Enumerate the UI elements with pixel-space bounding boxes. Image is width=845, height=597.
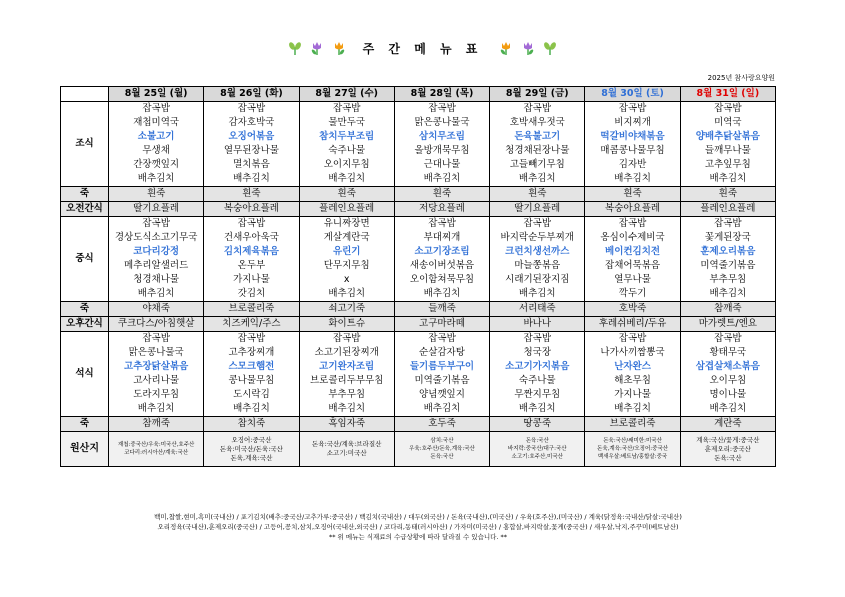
porridge-cell: 참깨죽 — [109, 417, 204, 432]
menu-item: 잡곡밥 — [428, 218, 456, 229]
menu-item: x — [343, 274, 350, 285]
menu-item: 호박새우젓국 — [509, 117, 565, 128]
menu-item: 잡곡밥 — [237, 218, 266, 229]
dinner-cell — [299, 332, 394, 417]
porridge-cell: 흰죽 — [490, 187, 585, 202]
menu-item: 콩나물무침 — [228, 375, 275, 386]
main-dish: 베이컨김치전 — [605, 246, 661, 257]
menu-item: 오이무침 — [709, 375, 747, 386]
afternoon-snack-row — [61, 317, 776, 332]
menu-body — [61, 102, 776, 467]
porridge-row — [61, 187, 776, 202]
menu-item: 잡곡밥 — [142, 103, 170, 114]
lunch-cell — [490, 217, 585, 302]
menu-item: 부대찌개 — [423, 232, 461, 243]
menu-item: 잡곡밥 — [142, 218, 170, 229]
dinner-cell — [585, 332, 680, 417]
afternoon-snack-cell: 마가렛트/엔요 — [680, 317, 775, 332]
menu-item: 맑은콩나물국 — [414, 117, 470, 128]
menu-item: 잡곡밥 — [142, 333, 170, 344]
porridge-cell: 서리태죽 — [490, 302, 585, 317]
afternoon-snack-cell: 바나나 — [490, 317, 585, 332]
morning-snack-row — [61, 202, 776, 217]
breakfast-cell — [299, 102, 394, 187]
menu-item: 잡채어묵볶음 — [605, 260, 661, 271]
afternoon-snack-label: 오후간식 — [61, 317, 109, 332]
day-header: 8월 29일 (금) — [490, 87, 585, 102]
main-dish: 유린기 — [332, 246, 361, 257]
menu-item: 온두부 — [237, 260, 266, 271]
dinner-cell — [490, 332, 585, 417]
menu-item: 도시락김 — [233, 389, 270, 400]
menu-item: 잡곡밥 — [523, 103, 552, 114]
menu-item: 고추잎무침 — [704, 159, 751, 170]
menu-item: 배추김치 — [233, 403, 270, 414]
menu-item: 가지나물 — [614, 389, 651, 400]
main-dish: 스모크햄전 — [228, 361, 275, 372]
dinner-cell — [204, 332, 299, 417]
lunch-cell — [680, 217, 775, 302]
origin-cell: 오징어:중국산 돈육:미국산/돈육:국산 돈육,계육:국산 — [204, 432, 299, 467]
leaf-sprout-icon — [542, 40, 558, 56]
porridge-label: 죽 — [61, 302, 109, 317]
breakfast-cell — [680, 102, 775, 187]
main-dish: 소불고기 — [137, 131, 175, 142]
menu-item: 잡곡밥 — [332, 103, 361, 114]
porridge-cell: 참깨죽 — [680, 302, 775, 317]
menu-item: 미역줄기볶음 — [414, 375, 470, 386]
page-title: 주 간 메 뉴 표 — [362, 41, 483, 56]
menu-item: 잡곡밥 — [428, 333, 456, 344]
menu-item: 건새우아욱국 — [223, 232, 279, 243]
menu-item: 멸치볶음 — [233, 159, 270, 170]
menu-item: 무생채 — [142, 145, 170, 156]
menu-item: 근대나물 — [423, 159, 461, 170]
menu-item: 배추김치 — [423, 173, 461, 184]
main-dish: 김치제육볶음 — [223, 246, 279, 257]
leaf-sprout-icon — [287, 40, 303, 56]
morning-snack-cell: 딸기요플레 — [109, 202, 204, 217]
breakfast-cell — [109, 102, 204, 187]
main-dish: 코다리강정 — [133, 246, 180, 257]
menu-item: 미역국 — [714, 117, 742, 128]
porridge-cell: 흰죽 — [204, 187, 299, 202]
origin-cell: 돈육:국산 바지락:중국산/대구:국산 소고기:호주산,미국산 — [490, 432, 585, 467]
menu-item: 무짠지무침 — [514, 389, 561, 400]
menu-item: 감자호박국 — [228, 117, 275, 128]
menu-item: 오이지무침 — [323, 159, 370, 170]
menu-item: 청국장 — [523, 347, 552, 358]
menu-item: 잡곡밥 — [714, 218, 742, 229]
menu-item: 맑은콩나물국 — [128, 347, 184, 358]
menu-item: 배추김치 — [518, 403, 556, 414]
porridge-cell: 계란죽 — [680, 417, 775, 432]
dinner-label: 석식 — [61, 332, 109, 417]
porridge-cell: 브로콜리죽 — [585, 417, 680, 432]
menu-item: 들깨무나물 — [704, 145, 751, 156]
main-dish: 떡갈비야채볶음 — [600, 131, 665, 142]
menu-item: 숙주나물 — [328, 145, 366, 156]
porridge-cell: 호두죽 — [394, 417, 489, 432]
menu-item: 숙주나물 — [518, 375, 556, 386]
main-dish: 양배추닭살볶음 — [695, 131, 760, 142]
menu-item: 잡곡밥 — [618, 103, 647, 114]
breakfast-cell — [394, 102, 489, 187]
afternoon-snack-cell: 고구마라떼 — [394, 317, 489, 332]
morning-snack-cell: 복숭아요플레 — [585, 202, 680, 217]
porridge-cell: 흰죽 — [299, 187, 394, 202]
morning-snack-cell: 딸기요플레 — [490, 202, 585, 217]
morning-snack-cell: 플레인요플레 — [299, 202, 394, 217]
afternoon-snack-cell: 치즈케익/주스 — [204, 317, 299, 332]
menu-item: 배추김치 — [423, 288, 461, 299]
menu-item: 황태무국 — [709, 347, 747, 358]
porridge-cell: 흰죽 — [394, 187, 489, 202]
dinner-cell — [394, 332, 489, 417]
porridge-label: 죽 — [61, 187, 109, 202]
menu-change-note: ** 위 메뉴는 식재료의 수급상황에 따라 달라질 수 있습니다. ** — [328, 533, 508, 541]
main-dish: 고기완자조림 — [319, 361, 375, 372]
main-dish: 들기름두부구이 — [409, 361, 475, 372]
lunch-label: 중식 — [61, 217, 109, 302]
menu-item: 배추김치 — [614, 173, 651, 184]
menu-item: 잡곡밥 — [428, 103, 456, 114]
menu-item: 시래기된장지짐 — [505, 274, 570, 285]
lunch-cell — [299, 217, 394, 302]
tulip-purple-icon — [309, 40, 325, 56]
dinner-cell — [680, 332, 775, 417]
menu-item: 꽃게된장국 — [704, 232, 751, 243]
menu-item: 깍두기 — [618, 288, 647, 299]
afternoon-snack-cell: 후레쉬베리/두유 — [585, 317, 680, 332]
menu-item: 부추무침 — [709, 274, 747, 285]
morning-snack-label: 오전간식 — [61, 202, 109, 217]
menu-item: 물만두국 — [328, 117, 366, 128]
menu-item: 가지나물 — [233, 274, 270, 285]
lunch-cell — [394, 217, 489, 302]
menu-item: 소고기된장찌개 — [314, 347, 379, 358]
origin-cell: 재첩:중국산/우육:미국산,호주산 코다리:러시아산/계육:국산 — [109, 432, 204, 467]
tulip-orange-icon — [331, 40, 347, 56]
menu-item: 오이함쳐묵무침 — [409, 274, 475, 285]
menu-item: 매콤콩나물무침 — [600, 145, 665, 156]
menu-item: 잡곡밥 — [618, 218, 647, 229]
menu-item: 순살감자탕 — [419, 347, 465, 358]
main-dish: 훈제오리볶음 — [700, 246, 756, 257]
menu-item: 양념깻잎지 — [419, 389, 465, 400]
porridge-cell: 땅콩죽 — [490, 417, 585, 432]
porridge-row — [61, 302, 776, 317]
menu-item: 미역줄기볶음 — [700, 260, 756, 271]
afternoon-snack-cell: 쿠크다스/아침햇살 — [109, 317, 204, 332]
menu-item: 옹심이수제비국 — [600, 232, 665, 243]
porridge-cell: 야채죽 — [109, 302, 204, 317]
origin-footnote-1: 백미,찹쌀,현미,흑미(국내산) / 포기김치(배추:중국산/고추가루:중국산) / 백김치(국내산) / 대두(외국산) / 돈육(국내산),(미국산) / 우육(호주산),(미국산) / 계육(닭정육:국내산/닭살:국내산) — [154, 513, 682, 521]
main-dish: 소고기가지볶음 — [505, 361, 570, 372]
menu-item: 브로콜리두부무침 — [309, 375, 384, 386]
menu-item: 유니짜장면 — [323, 218, 370, 229]
menu-item: 바지락순두부찌개 — [500, 232, 574, 243]
origin-cell: 계육:국산/꽃게:중국산 훈제오리:중국산 돈육:국산 — [680, 432, 775, 467]
menu-item: 고추장찌개 — [228, 347, 275, 358]
menu-item: 단무지무침 — [323, 260, 370, 271]
menu-item: 청경채된장나물 — [505, 145, 570, 156]
origin-cell: 돈육:국산/계육:브라질산 소고기:미국산 — [299, 432, 394, 467]
menu-item: 잡곡밥 — [523, 218, 552, 229]
menu-item: 잡곡밥 — [714, 333, 742, 344]
breakfast-cell — [585, 102, 680, 187]
tulip-orange-icon — [498, 40, 514, 56]
menu-item: 잡곡밥 — [714, 103, 742, 114]
origin-row — [61, 432, 776, 467]
porridge-cell: 참치죽 — [204, 417, 299, 432]
menu-item: 부추무침 — [328, 389, 366, 400]
menu-item: 배추김치 — [137, 173, 175, 184]
porridge-row — [61, 417, 776, 432]
menu-item: 열무된장나물 — [223, 145, 279, 156]
menu-item: 올방개묵무침 — [414, 145, 470, 156]
tulip-purple-icon — [520, 40, 536, 56]
menu-item: 잡곡밥 — [332, 333, 361, 344]
menu-item: 배추김치 — [137, 403, 175, 414]
menu-item: 배추김치 — [328, 173, 366, 184]
lunch-row — [61, 217, 776, 302]
porridge-cell: 호박죽 — [585, 302, 680, 317]
porridge-cell: 흑임자죽 — [299, 417, 394, 432]
title-row — [0, 38, 845, 58]
porridge-label: 죽 — [61, 417, 109, 432]
menu-item: 청경채나물 — [133, 274, 180, 285]
breakfast-cell — [204, 102, 299, 187]
origin-footnote-2: 오리정육(국내산),훈제오리(중국산) / 고등어,꽁치,삼치,오징어(국내산,외국산) / 코다리,동태(러시아산) / 가자미(미국산) / 홍합살,바지락살,꽃게(중국산) / 새우살,낙지,주꾸미(베트남산) — [157, 523, 679, 531]
lunch-cell — [204, 217, 299, 302]
main-dish: 난자완스 — [614, 361, 651, 372]
menu-item: 비지찌개 — [614, 117, 651, 128]
dinner-row — [61, 332, 776, 417]
menu-item: 배추김치 — [709, 288, 747, 299]
menu-item: 명이나물 — [709, 389, 747, 400]
day-header-row — [61, 87, 776, 102]
porridge-cell: 브로콜리죽 — [204, 302, 299, 317]
menu-item: 재첩미역국 — [133, 117, 180, 128]
dinner-cell — [109, 332, 204, 417]
main-dish: 삼겹살채소볶음 — [695, 361, 760, 372]
main-dish: 소고기장조림 — [414, 246, 470, 257]
main-dish: 삼치무조림 — [419, 131, 465, 142]
corner-cell — [61, 87, 109, 102]
porridge-cell: 들깨죽 — [394, 302, 489, 317]
lunch-cell — [585, 217, 680, 302]
day-header: 8월 27일 (수) — [299, 87, 394, 102]
morning-snack-cell: 복숭아요플레 — [204, 202, 299, 217]
menu-item: 배추김치 — [518, 173, 556, 184]
porridge-cell: 흰죽 — [109, 187, 204, 202]
lunch-cell — [109, 217, 204, 302]
menu-item: 게살계란국 — [323, 232, 370, 243]
menu-item: 마늘쫑볶음 — [514, 260, 561, 271]
menu-item: 잡곡밥 — [237, 333, 266, 344]
main-dish: 돈육불고기 — [514, 131, 561, 142]
afternoon-snack-cell: 화이트슈 — [299, 317, 394, 332]
menu-item: 열무나물 — [614, 274, 651, 285]
menu-item: 간장깻잎지 — [133, 159, 180, 170]
menu-item: 배추김치 — [518, 288, 556, 299]
morning-snack-cell: 플레인요플레 — [680, 202, 775, 217]
menu-item: 김자반 — [618, 159, 647, 170]
menu-item: 고들빼기무침 — [509, 159, 565, 170]
menu-item: 나가사끼짬뽕국 — [600, 347, 665, 358]
porridge-cell: 흰죽 — [680, 187, 775, 202]
menu-item: 배추김치 — [137, 288, 175, 299]
origin-cell: 삼치:국산 우육:호주산/돈육,계육:국산 돈육:국산 — [394, 432, 489, 467]
main-dish: 참치두부조림 — [319, 131, 375, 142]
menu-item: 해초무침 — [614, 375, 651, 386]
day-header-sunday: 8월 31일 (일) — [680, 87, 775, 102]
menu-item: 배추김치 — [233, 173, 270, 184]
menu-item: 배추김치 — [709, 173, 747, 184]
menu-item: 고사리나물 — [133, 375, 180, 386]
menu-item: 배추김치 — [328, 288, 366, 299]
institution-name: 2025년 참사랑요양원 — [707, 74, 775, 82]
menu-item: 배추김치 — [423, 403, 461, 414]
porridge-cell: 흰죽 — [585, 187, 680, 202]
menu-item: 배추김치 — [614, 403, 651, 414]
main-dish: 크런치생선까스 — [505, 246, 570, 257]
breakfast-row — [61, 102, 776, 187]
origin-cell: 돈육:국산/쌔미한:미국산 돈육,계육:국산/오징어:중국산 백새우살:베트남/홍합살:중국 — [585, 432, 680, 467]
menu-item: 경상도식소고기무국 — [114, 232, 198, 243]
menu-item: 갓김치 — [237, 288, 266, 299]
menu-item: 새송이버섯볶음 — [409, 260, 475, 271]
menu-item: 배추김치 — [709, 403, 747, 414]
main-dish: 오징어볶음 — [228, 131, 275, 142]
menu-item: 잡곡밥 — [523, 333, 552, 344]
menu-item: 도라지무침 — [133, 389, 180, 400]
day-header: 8월 25일 (월) — [109, 87, 204, 102]
breakfast-cell — [490, 102, 585, 187]
weekly-menu-table — [60, 86, 776, 467]
day-header-saturday: 8월 30일 (토) — [585, 87, 680, 102]
porridge-cell: 쇠고기죽 — [299, 302, 394, 317]
menu-item: 메추리알샐러드 — [124, 260, 189, 271]
main-dish: 고추장닭살볶음 — [124, 361, 189, 372]
breakfast-label: 조식 — [61, 102, 109, 187]
morning-snack-cell: 저당요플레 — [394, 202, 489, 217]
menu-item: 잡곡밥 — [618, 333, 647, 344]
day-header: 8월 28일 (목) — [394, 87, 489, 102]
origin-label: 원산지 — [61, 432, 109, 467]
menu-item: 잡곡밥 — [237, 103, 266, 114]
menu-item: 배추김치 — [328, 403, 366, 414]
day-header: 8월 26일 (화) — [204, 87, 299, 102]
